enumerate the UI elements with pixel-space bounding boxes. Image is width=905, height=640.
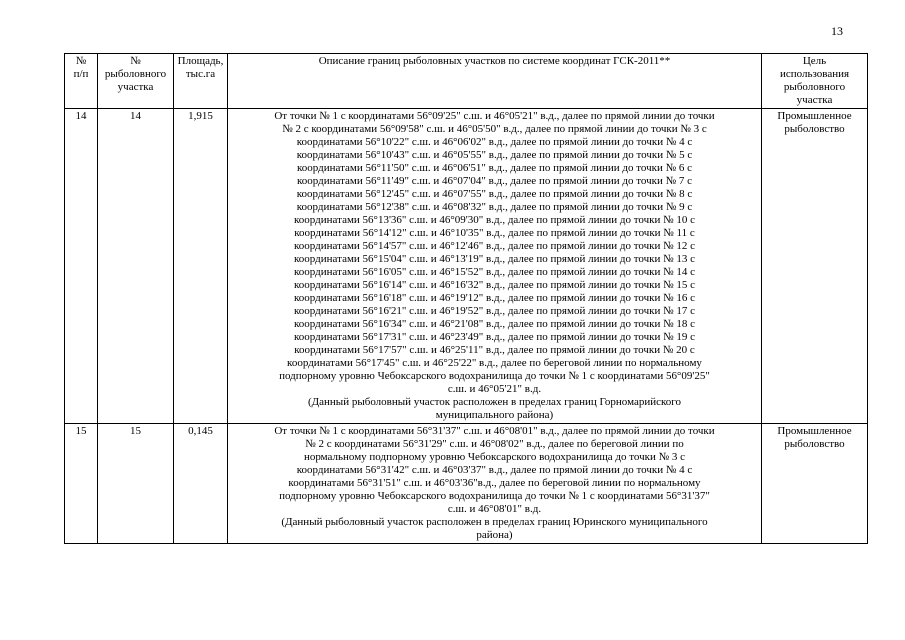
header-uchastok (98, 54, 174, 109)
description-line: подпорному уровню Чебоксарского водохранилища до точки № 1 с координатами 56°31'37" (279, 490, 710, 502)
header-purpose-line: Цель (802, 55, 827, 67)
header-num-line: № (75, 55, 87, 67)
description-line: № 2 с координатами 56°09'58" с.ш. и 46°05'50" в.д., далее по прямой линии до точки № 3 с (282, 123, 707, 135)
description-line: координатами 56°16'21" с.ш. и 46°19'52" в.д., далее по прямой линии до точки № 17 с (294, 305, 695, 317)
header-uchastok-line: № (130, 55, 141, 67)
description-line: координатами 56°10'43" с.ш. и 46°05'55" в.д., далее по прямой линии до точки № 5 с (296, 149, 693, 161)
description-line: координатами 56°31'42" с.ш. и 46°03'37" в.д., далее по прямой линии до точки № 4 с (296, 464, 693, 476)
description-line: координатами 56°17'45" с.ш. и 46°25'22" в.д., далее по береговой линии по нормальному (287, 357, 702, 369)
header-purpose (762, 54, 868, 109)
description-line: с.ш. и 46°05'21" в.д. (447, 383, 542, 395)
description-line: координатами 56°16'18" с.ш. и 46°19'12" в.д., далее по прямой линии до точки № 16 с (294, 292, 695, 304)
header-purpose-line: рыболовного (783, 81, 846, 93)
description-line: координатами 56°11'49" с.ш. и 46°07'04" в.д., далее по прямой линии до точки № 7 с (296, 175, 693, 187)
description-line: координатами 56°17'57" с.ш. и 46°25'11" в.д., далее по прямой линии до точки № 20 с (294, 344, 695, 356)
cell-purpose (762, 424, 868, 544)
location-note-line: (Данный рыболовный участок расположен в пределах границ Юринского муниципального (281, 516, 708, 528)
header-area-line: Площадь, (177, 55, 224, 67)
cell-area: 1,915 (174, 109, 228, 424)
description-line: координатами 56°12'38" с.ш. и 46°08'32" в.д., далее по прямой линии до точки № 9 с (296, 201, 693, 213)
cell-num: 15 (65, 424, 98, 544)
description-line: координатами 56°11'50" с.ш. и 46°06'51" в.д., далее по прямой линии до точки № 6 с (296, 162, 693, 174)
table-row (65, 109, 868, 424)
table-row (65, 424, 868, 544)
header-purpose-line: использования (779, 68, 850, 80)
description-line: № 2 с координатами 56°31'29" с.ш. и 46°08'02" в.д., далее по береговой линии по (305, 438, 684, 450)
cell-purpose (762, 109, 868, 424)
table-header-row (65, 54, 868, 109)
description-line: координатами 56°13'36" с.ш. и 46°09'30" в.д., далее по прямой линии до точки № 10 с (294, 214, 695, 226)
location-note-line: (Данный рыболовный участок расположен в пределах границ Горномарийского (307, 396, 682, 408)
description-line: От точки № 1 с координатами 56°09'25" с.ш. и 46°05'21" в.д., далее по прямой линии до точки (274, 110, 715, 122)
description-line: координатами 56°15'04" с.ш. и 46°13'19" в.д., далее по прямой линии до точки № 13 с (294, 253, 695, 265)
purpose-line: рыболовство (784, 438, 845, 450)
description-line: нормальному подпорному уровню Чебоксарского водохранилища до точки № 3 с (303, 451, 686, 463)
header-num-line: п/п (73, 68, 89, 80)
header-area (174, 54, 228, 109)
location-note-line: района) (476, 529, 513, 541)
purpose-line: рыболовство (784, 123, 845, 135)
page-number: 13 (831, 24, 843, 38)
cell-description (228, 109, 762, 424)
description-line: координатами 56°31'51" с.ш. и 46°03'36"в.д., далее по береговой линии по нормальному (288, 477, 701, 489)
header-uchastok-line: участка (117, 81, 154, 93)
purpose-line: Промышленное (777, 425, 852, 437)
location-note-line: муниципального района) (435, 409, 554, 421)
cell-area: 0,145 (174, 424, 228, 544)
description-line: координатами 56°12'45" с.ш. и 46°07'55" в.д., далее по прямой линии до точки № 8 с (296, 188, 693, 200)
description-line: координатами 56°14'12" с.ш. и 46°10'35" в.д., далее по прямой линии до точки № 11 с (294, 227, 695, 239)
description-line: подпорному уровню Чебоксарского водохранилища до точки № 1 с координатами 56°09'25" (279, 370, 710, 382)
fishing-areas-table (64, 53, 868, 544)
header-description: Описание границ рыболовных участков по системе координат ГСК-2011** (228, 54, 762, 109)
description-line: с.ш. и 46°08'01" в.д. (447, 503, 542, 515)
header-purpose-line: участка (796, 94, 833, 106)
description-line: координатами 56°16'05" с.ш. и 46°15'52" в.д., далее по прямой линии до точки № 14 с (294, 266, 695, 278)
description-line: координатами 56°10'22" с.ш. и 46°06'02" в.д., далее по прямой линии до точки № 4 с (296, 136, 693, 148)
description-line: координатами 56°16'34" с.ш. и 46°21'08" в.д., далее по прямой линии до точки № 18 с (294, 318, 695, 330)
header-uchastok-line: рыболовного (104, 68, 167, 80)
description-line: координатами 56°14'57" с.ш. и 46°12'46" в.д., далее по прямой линии до точки № 12 с (294, 240, 695, 252)
purpose-line: Промышленное (777, 110, 852, 122)
description-line: координатами 56°16'14" с.ш. и 46°16'32" в.д., далее по прямой линии до точки № 15 с (294, 279, 695, 291)
cell-uchastok: 14 (98, 109, 174, 424)
cell-num: 14 (65, 109, 98, 424)
description-line: От точки № 1 с координатами 56°31'37" с.ш. и 46°08'01" в.д., далее по прямой линии до точки (274, 425, 715, 437)
description-line: координатами 56°17'31" с.ш. и 46°23'49" в.д., далее по прямой линии до точки № 19 с (294, 331, 695, 343)
header-area-line: тыс.га (185, 68, 216, 80)
header-num (65, 54, 98, 109)
cell-description (228, 424, 762, 544)
cell-uchastok: 15 (98, 424, 174, 544)
